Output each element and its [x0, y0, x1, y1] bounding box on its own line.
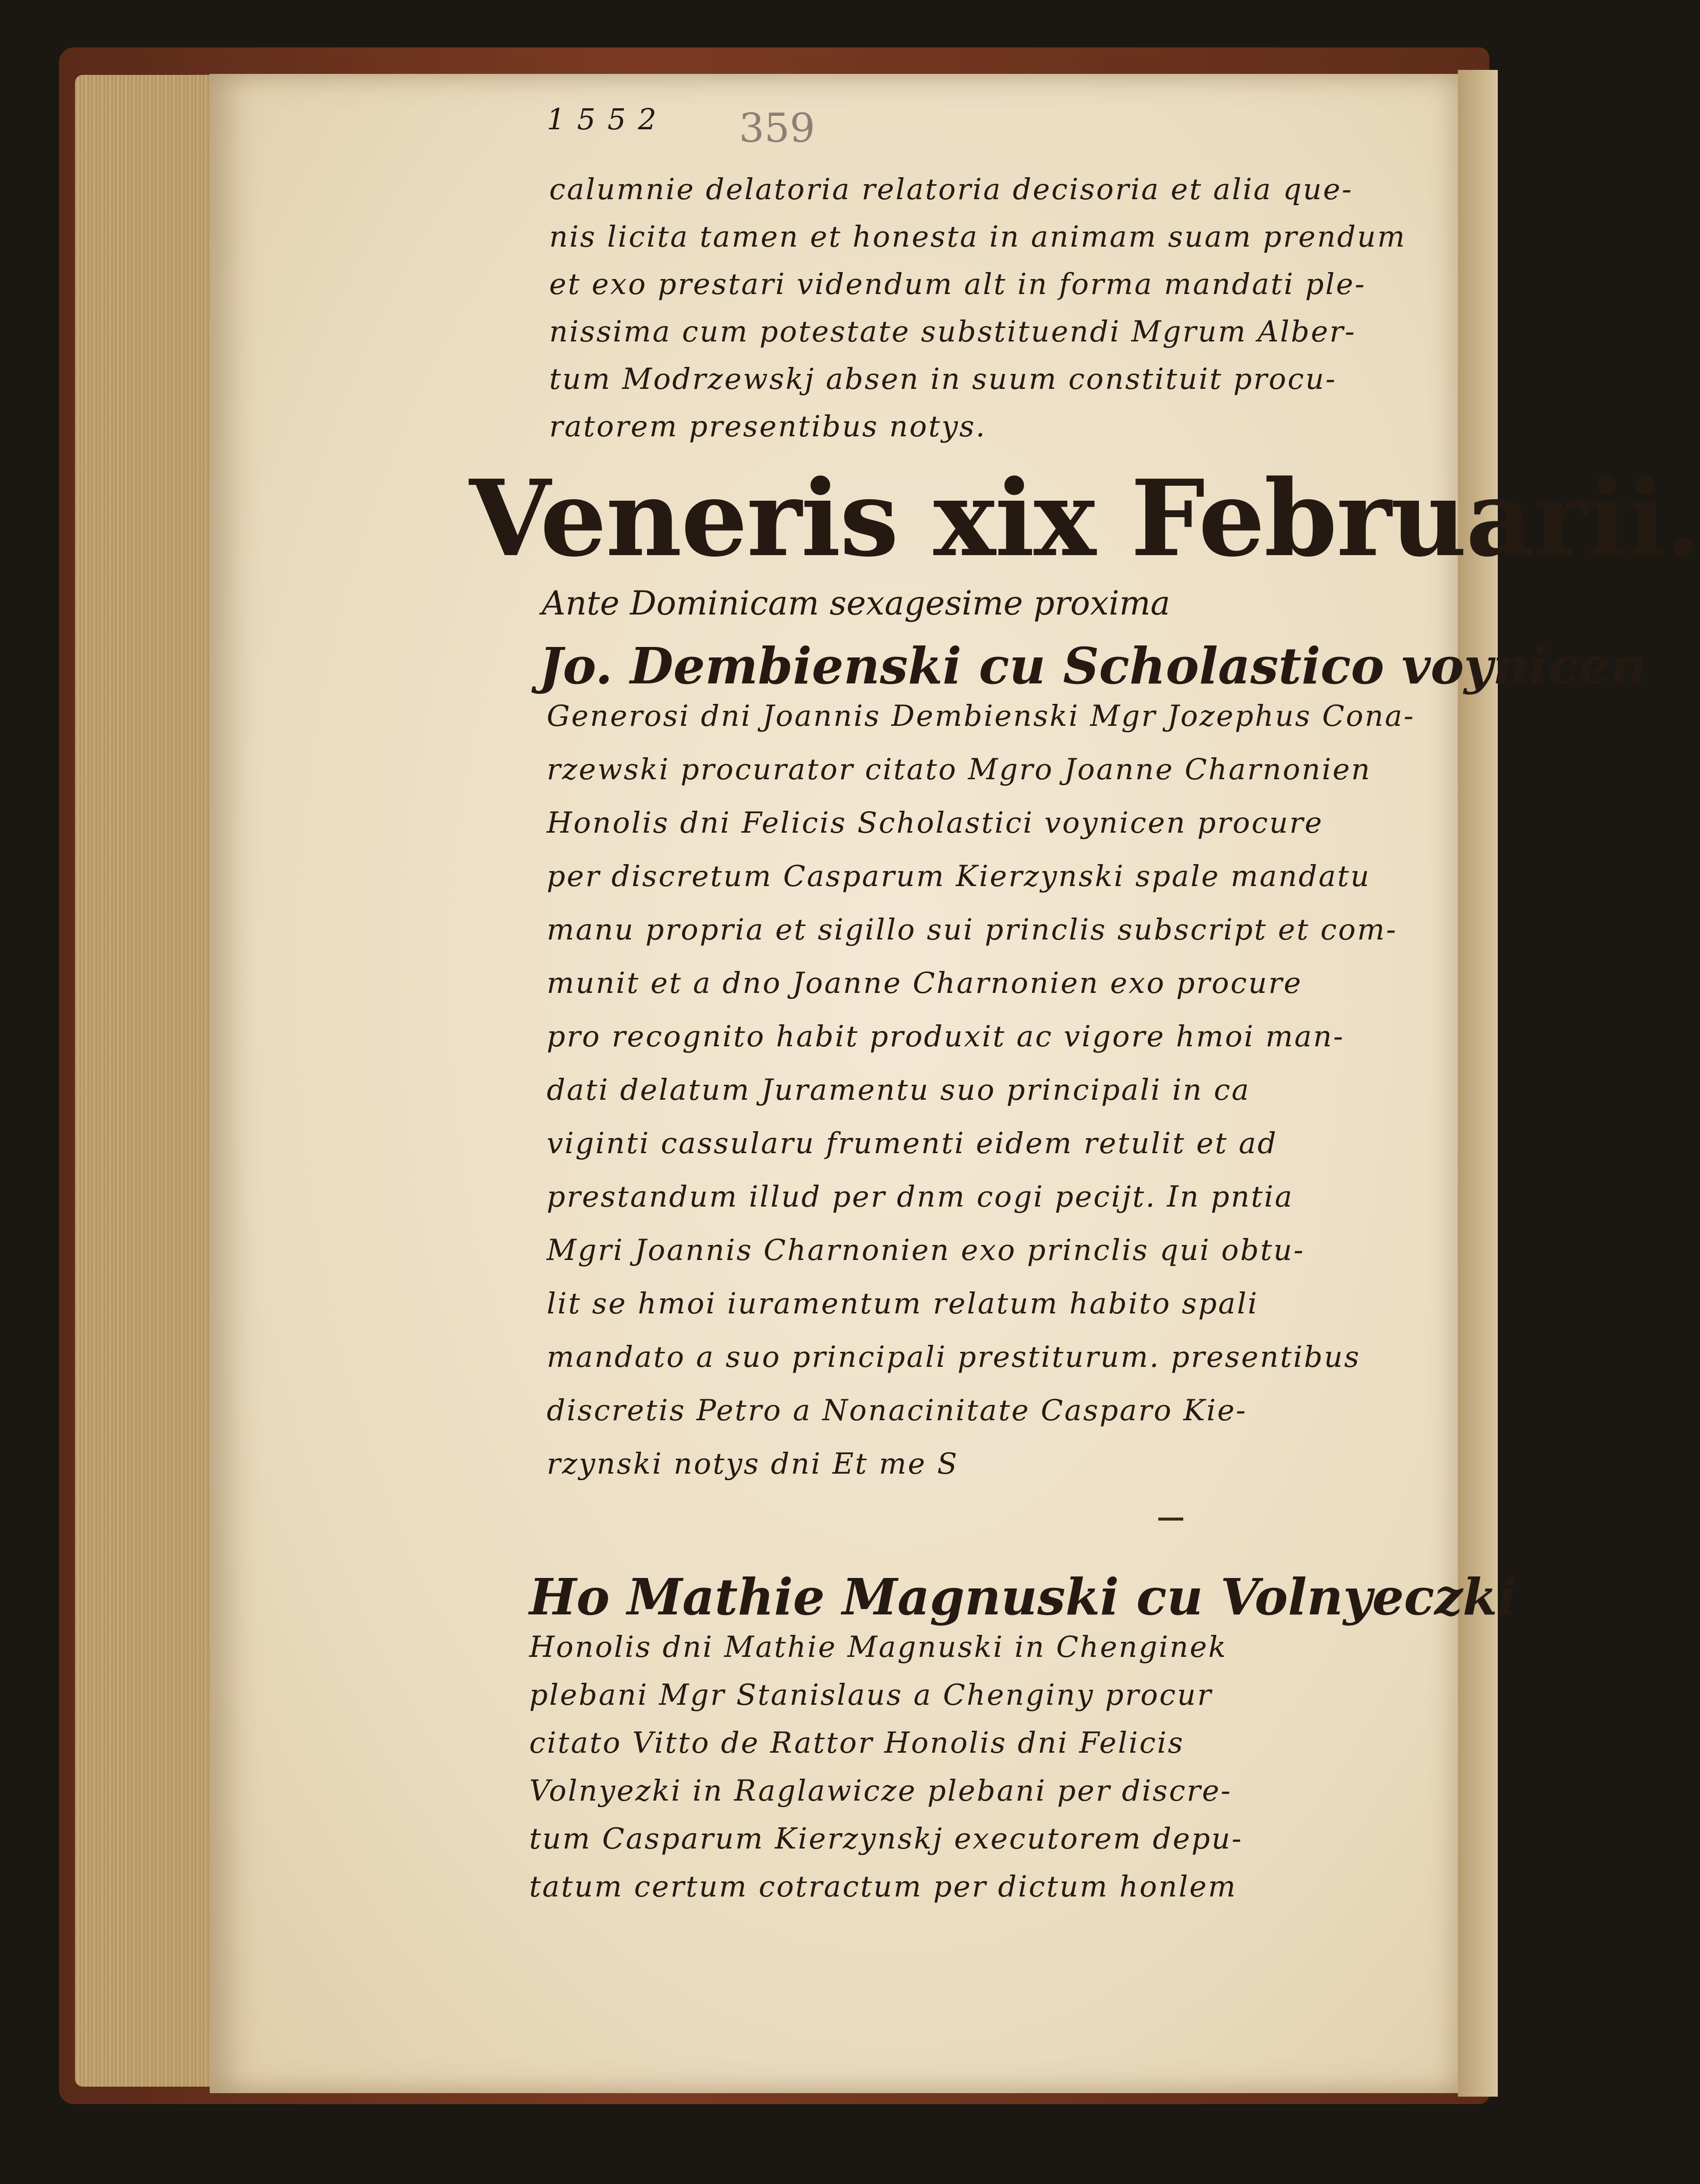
- case-1-line-10: prestandum illud per dnm cogi pecijt. In pntia: [547, 1180, 1294, 1214]
- page-edges: [75, 75, 220, 2087]
- case-2-line-4: Volnyezki in Raglawicze plebani per discre-: [529, 1774, 1232, 1808]
- case-title-1: Jo. Dembienski cu Scholastico voynicen: [539, 636, 1647, 695]
- top-text-line-2: nis licita tamen et honesta in animam suam prendum: [549, 220, 1406, 254]
- end-mark: [1158, 1518, 1183, 1521]
- top-text-line-1: calumnie delatoria relatoria decisoria et alia que-: [549, 172, 1354, 206]
- top-text-line-6: ratorem presentibus notys.: [549, 409, 987, 443]
- case-2-line-5: tum Casparum Kierzynskj executorem depu-: [529, 1822, 1243, 1856]
- case-1-line-1: Generosi dni Joannis Dembienski Mgr Jozephus Cona-: [547, 699, 1415, 733]
- year-heading: 1552: [547, 102, 669, 136]
- case-1-line-15: rzynski notys dni Et me S: [547, 1447, 959, 1481]
- case-2-line-3: citato Vitto de Rattor Honolis dni Felicis: [529, 1726, 1184, 1760]
- top-text-line-4: nissima cum potestate substituendi Mgrum Alber-: [549, 314, 1357, 348]
- top-text-line-5: tum Modrzewskj absen in suum constituit procu-: [549, 362, 1337, 396]
- facing-page-edge: [1458, 70, 1498, 2097]
- date-subheading: Ante Dominicam sexagesime proxima: [542, 584, 1170, 623]
- case-1-line-2: rzewski procurator citato Mgro Joanne Charnonien: [547, 752, 1371, 786]
- case-title-2: Ho Mathie Magnuski cu Volnyeczki: [529, 1567, 1516, 1626]
- case-1-line-11: Mgri Joannis Charnonien exo princlis qui obtu-: [547, 1233, 1305, 1267]
- case-2-line-2: plebani Mgr Stanislaus a Chenginy procur: [529, 1678, 1213, 1712]
- case-2-line-6: tatum certum cotractum per dictum honlem: [529, 1870, 1237, 1903]
- case-1-line-3: Honolis dni Felicis Scholastici voynicen procure: [547, 806, 1324, 840]
- case-1-line-13: mandato a suo principali prestiturum. presentibus: [547, 1340, 1360, 1374]
- case-2-line-1: Honolis dni Mathie Magnuski in Chenginek: [529, 1630, 1228, 1664]
- case-1-line-14: discretis Petro a Nonacinitate Casparo Kie-: [547, 1393, 1247, 1427]
- case-1-line-7: pro recognito habit produxit ac vigore hmoi man-: [547, 1019, 1345, 1053]
- case-1-line-9: viginti cassularu frumenti eidem retulit et ad: [547, 1126, 1278, 1160]
- top-text-line-3: et exo prestari videndum alt in forma mandati ple-: [549, 267, 1366, 301]
- case-1-line-12: lit se hmoi iuramentum relatum habito spali: [547, 1286, 1259, 1320]
- date-heading: Veneris xix Februarii.: [469, 457, 1700, 580]
- case-1-line-6: munit et a dno Joanne Charnonien exo procure: [547, 966, 1303, 1000]
- case-1-line-8: dati delatum Juramentu suo principali in ca: [547, 1073, 1251, 1107]
- folio-number: 359: [739, 105, 815, 151]
- case-1-line-4: per discretum Casparum Kierzynski spale mandatu: [547, 859, 1371, 893]
- case-1-line-5: manu propria et sigillo sui princlis subscript et com-: [547, 913, 1397, 946]
